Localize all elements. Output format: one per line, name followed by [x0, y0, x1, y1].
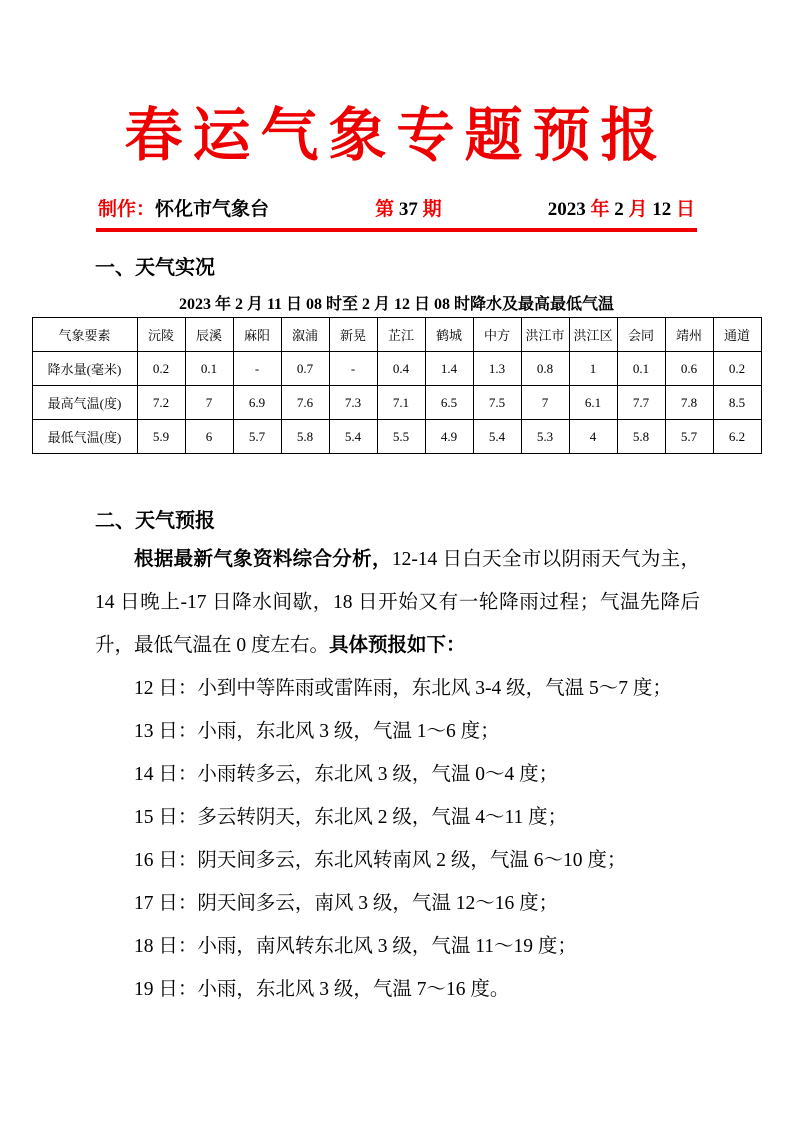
table-cell: 1 — [569, 352, 617, 386]
row-label: 最低气温(度) — [32, 420, 137, 454]
intro-tail-bold: 具体预报如下： — [329, 635, 466, 656]
forecast-item: 16 日：阴天间多云，东北风转南风 2 级，气温 6～10 度； — [134, 850, 627, 871]
table-cell: 7.3 — [329, 386, 377, 420]
table-cell: 5.7 — [665, 420, 713, 454]
producer-label: 制作： — [98, 199, 156, 220]
forecast-item: 19 日：小雨，东北风 3 级，气温 7～16 度。 — [134, 979, 510, 1000]
column-header: 中方 — [473, 318, 521, 352]
column-header: 辰溪 — [185, 318, 233, 352]
column-header: 芷江 — [377, 318, 425, 352]
row-label: 降水量(毫米) — [32, 352, 137, 386]
table-cell: 0.2 — [713, 352, 761, 386]
table-cell: 6.1 — [569, 386, 617, 420]
forecast-item: 17 日：阴天间多云，南风 3 级，气温 12～16 度； — [134, 893, 559, 914]
table-cell: 5.7 — [233, 420, 281, 454]
table-cell: - — [233, 352, 281, 386]
forecast-item: 14 日：小雨转多云，东北风 3 级，气温 0～4 度； — [134, 764, 559, 785]
table-cell: 6.9 — [233, 386, 281, 420]
table-row — [32, 386, 761, 420]
table-cell: 5.8 — [617, 420, 665, 454]
column-header: 鹤城 — [425, 318, 473, 352]
column-header: 洪江区 — [569, 318, 617, 352]
table-cell: 5.5 — [377, 420, 425, 454]
page-title: 春运气象专题预报 — [124, 103, 669, 168]
forecast-item: 15 日：多云转阴天，东北风 2 级，气温 4～11 度； — [134, 807, 568, 828]
table-cell: 4 — [569, 420, 617, 454]
table-row — [32, 420, 761, 454]
section-1-heading: 一、天气实况 — [95, 257, 215, 279]
forecast-intro-paragraph — [95, 538, 700, 667]
masthead — [98, 194, 695, 221]
table-cell: 0.2 — [137, 352, 185, 386]
column-header: 气象要素 — [32, 318, 137, 352]
table-cell: 4.9 — [425, 420, 473, 454]
issue-number: 第 37 期 — [375, 199, 442, 220]
column-header: 溆浦 — [281, 318, 329, 352]
table-cell: 6 — [185, 420, 233, 454]
weather-table-title: 2023 年 2 月 11 日 08 时至 2 月 12 日 08 时降水及最高最低气温 — [178, 296, 615, 313]
table-cell: 7.8 — [665, 386, 713, 420]
table-cell: 6.5 — [425, 386, 473, 420]
table-cell: - — [329, 352, 377, 386]
table-cell: 7.1 — [377, 386, 425, 420]
red-divider — [96, 228, 697, 232]
row-label: 最高气温(度) — [32, 386, 137, 420]
forecast-list — [95, 667, 700, 1011]
table-header-row — [32, 318, 761, 352]
table-cell: 0.6 — [665, 352, 713, 386]
column-header: 新晃 — [329, 318, 377, 352]
table-cell: 6.2 — [713, 420, 761, 454]
table-cell: 5.8 — [281, 420, 329, 454]
section-2-heading: 二、天气预报 — [95, 510, 215, 532]
table-cell: 0.8 — [521, 352, 569, 386]
table-cell: 7 — [521, 386, 569, 420]
table-cell: 5.4 — [329, 420, 377, 454]
producer-value: 怀化市气象台 — [155, 199, 270, 220]
table-cell: 0.1 — [617, 352, 665, 386]
table-cell: 0.4 — [377, 352, 425, 386]
forecast-item: 12 日：小到中等阵雨或雷阵雨，东北风 3-4 级，气温 5～7 度； — [134, 678, 672, 699]
producer — [98, 194, 269, 221]
column-header: 沅陵 — [137, 318, 185, 352]
table-cell: 7 — [185, 386, 233, 420]
weather-observation-table — [32, 317, 762, 454]
column-header: 洪江市 — [521, 318, 569, 352]
forecast-item: 18 日：小雨，南风转东北风 3 级，气温 11～19 度； — [134, 936, 577, 957]
intro-body: 12-14 日白天全市以阴雨天气为主，14 日晚上-17 日降水间歇，18 日开始又有一轮降雨过程；气温先降后升，最低气温在 0 度左右。 — [95, 549, 700, 656]
table-cell: 5.9 — [137, 420, 185, 454]
column-header: 麻阳 — [233, 318, 281, 352]
column-header: 靖州 — [665, 318, 713, 352]
column-header: 通道 — [713, 318, 761, 352]
table-cell: 7.5 — [473, 386, 521, 420]
table-cell: 0.7 — [281, 352, 329, 386]
intro-lead-bold: 根据最新气象资料综合分析， — [134, 549, 392, 570]
table-cell: 1.4 — [425, 352, 473, 386]
table-cell: 7.2 — [137, 386, 185, 420]
table-cell: 8.5 — [713, 386, 761, 420]
table-row — [32, 352, 761, 386]
table-cell: 5.3 — [521, 420, 569, 454]
table-cell: 7.7 — [617, 386, 665, 420]
forecast-item: 13 日：小雨，东北风 3 级，气温 1～6 度； — [134, 721, 500, 742]
issue-date: 2023 年 2 月 12 日 — [547, 199, 695, 220]
table-cell: 0.1 — [185, 352, 233, 386]
forecast-intro — [95, 538, 700, 667]
table-cell: 1.3 — [473, 352, 521, 386]
column-header: 会同 — [617, 318, 665, 352]
table-cell: 7.6 — [281, 386, 329, 420]
table-cell: 5.4 — [473, 420, 521, 454]
